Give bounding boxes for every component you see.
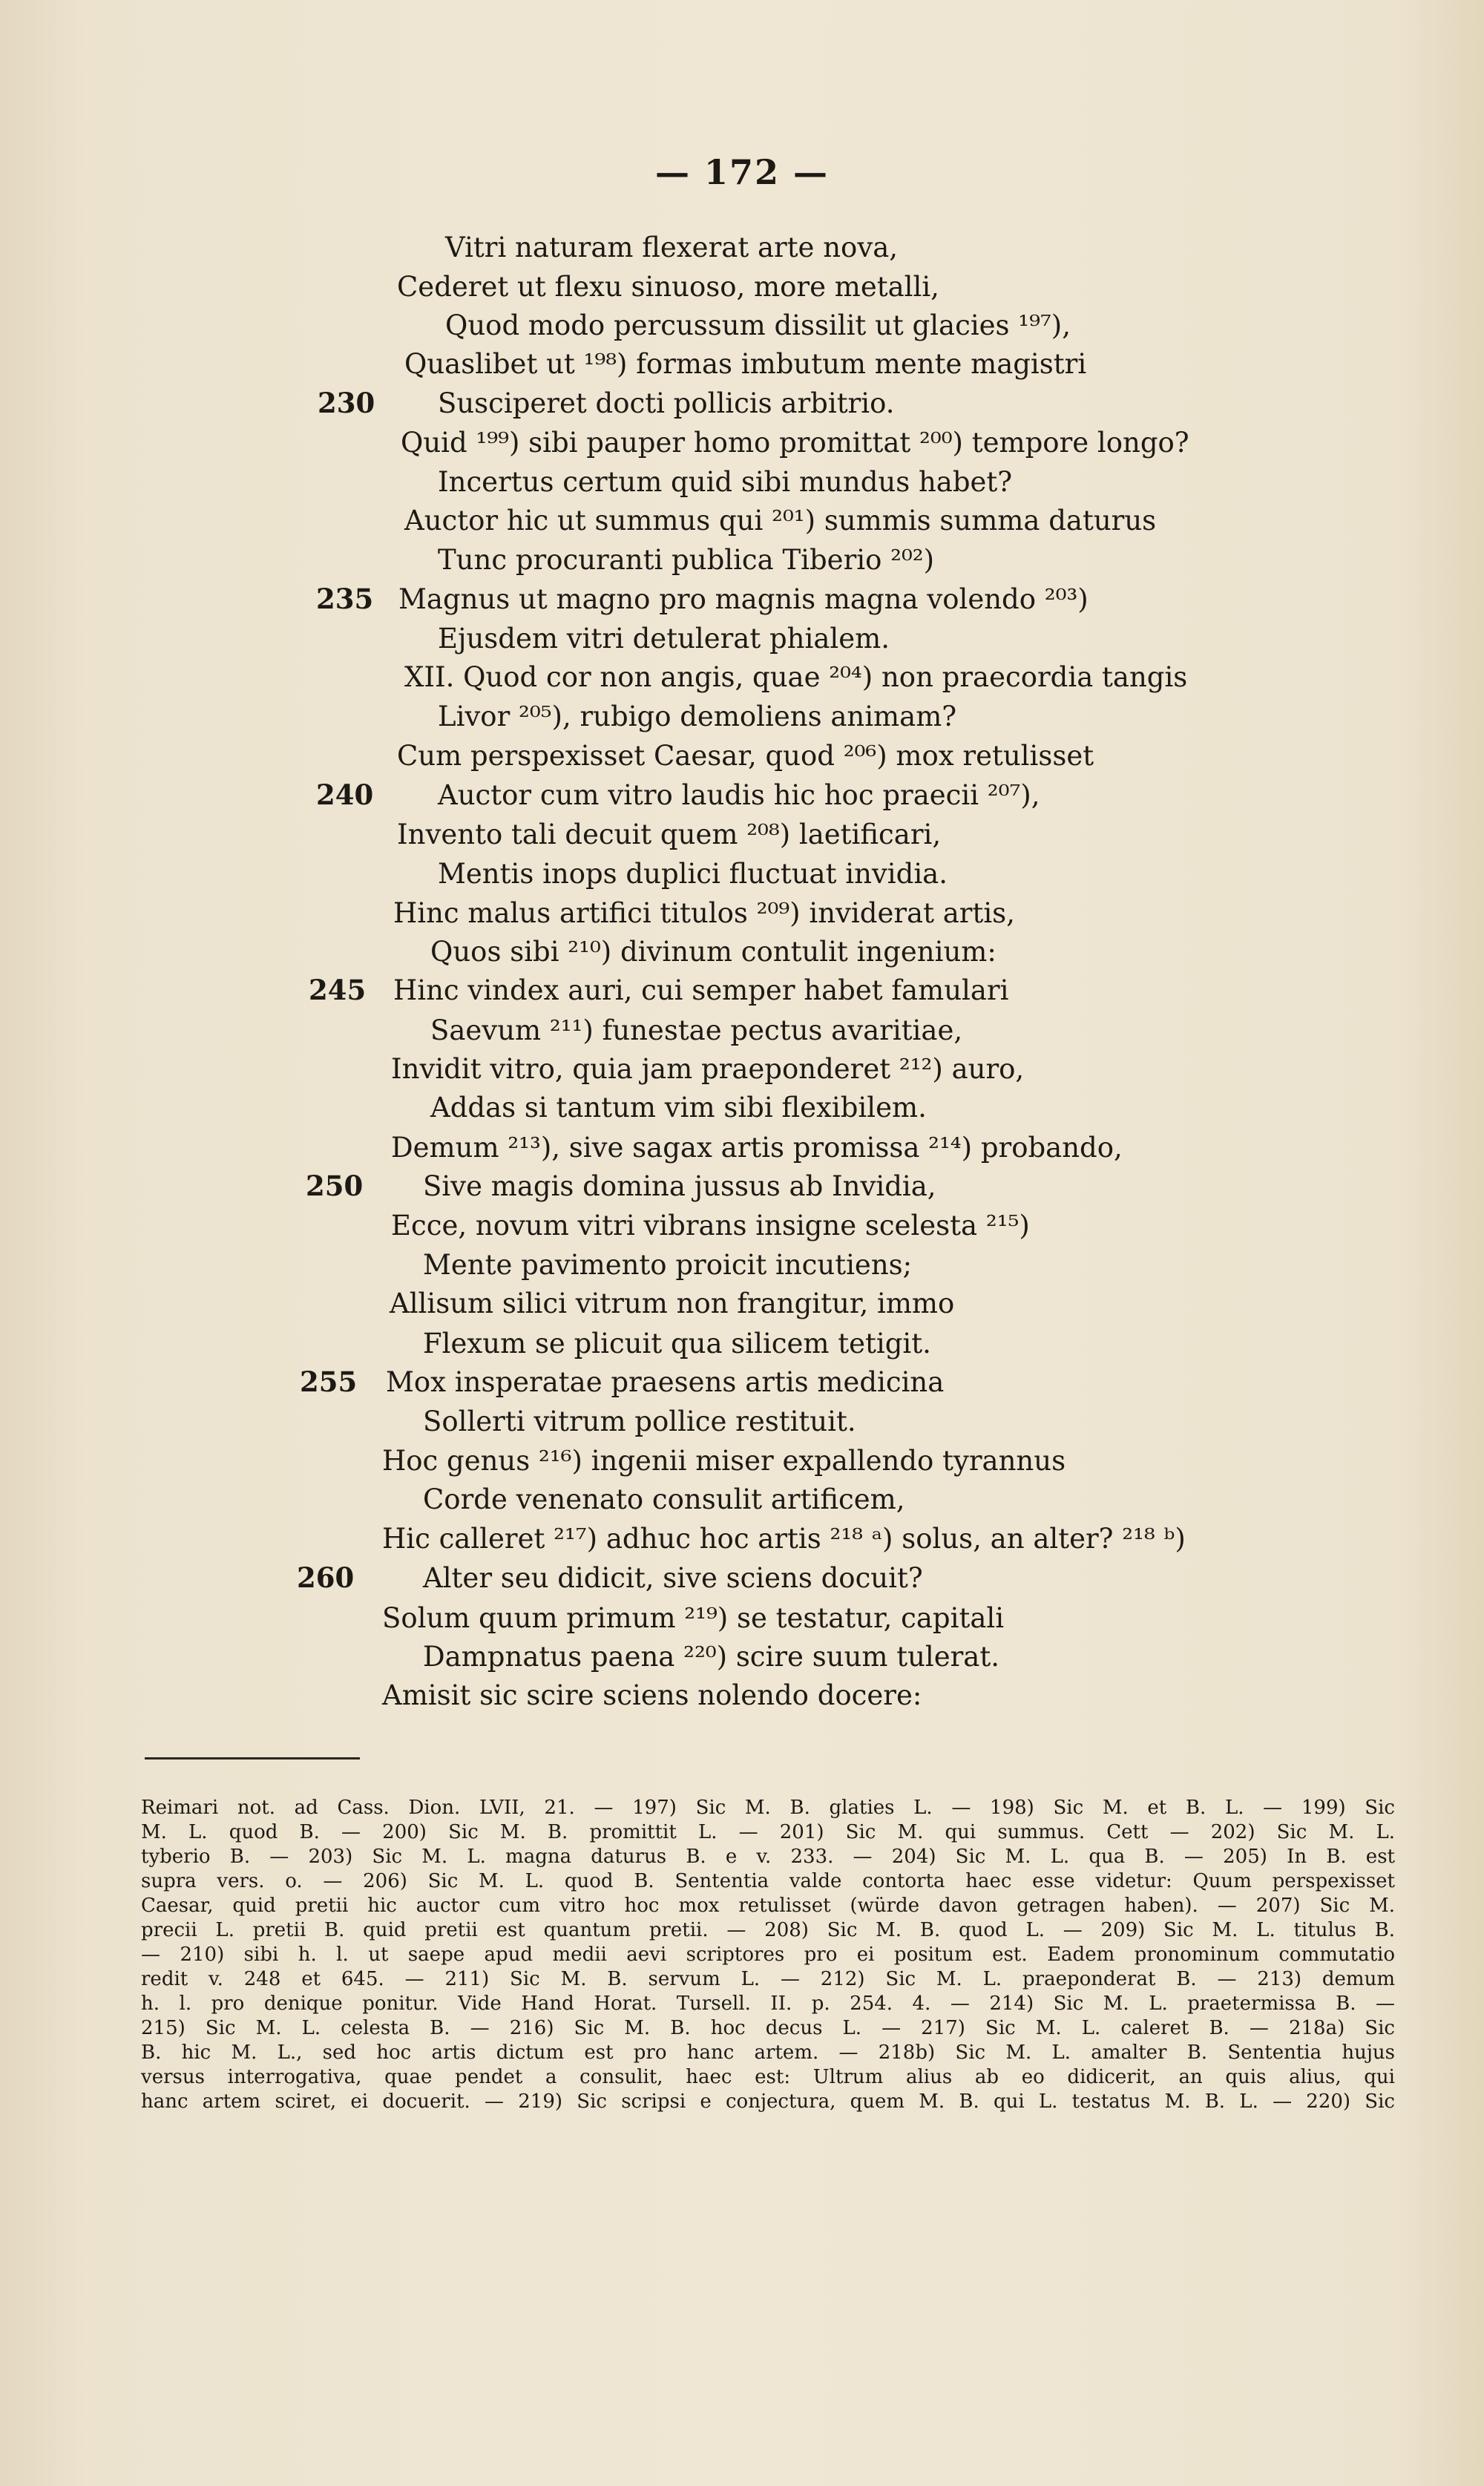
poem-line: Susciperet docti pollicis arbitrio. (438, 387, 895, 419)
poem-line: Sive magis domina jussus ab Invidia, (423, 1170, 936, 1202)
page-number: — 172 — (654, 152, 830, 192)
poem-line: Alter seu didicit, sive sciens docuit? (423, 1562, 923, 1594)
line-number: 250 (306, 1170, 364, 1202)
poem-line: Dampnatus paena ²²⁰) scire suum tulerat. (423, 1641, 999, 1673)
poem-line: Cederet ut flexu sinuoso, more metalli, (397, 271, 939, 303)
poem-line: Flexum se plicuit qua silicem tetigit. (423, 1328, 931, 1360)
footnote-line: M. L. quod B. — 200) Sic M. B. promittit L. — 201) Sic M. qui summus. Cett — 202) Sic M. L. (141, 1821, 1395, 1843)
poem-line: Allisum silici vitrum non frangitur, immo (390, 1288, 955, 1319)
poem-line: Vitri naturam flexerat arte nova, (445, 232, 899, 263)
poem-line: Ejusdem vitri detulerat phialem. (438, 623, 890, 655)
poem-line: Sollerti vitrum pollice restituit. (423, 1406, 856, 1437)
poem-line: Amisit sic scire sciens nolendo docere: (382, 1679, 922, 1711)
footnote-line: precii L. pretii B. quid pretii est quantum pretii. — 208) Sic M. B. quod L. — 209) Sic M. L. titulus B. (141, 1919, 1395, 1941)
poem-line: Tunc procuranti publica Tiberio ²⁰²) (438, 544, 935, 576)
footnote-line: redit v. 248 et 645. — 211) Sic M. B. servum L. — 212) Sic M. L. praeponderat B. — 213) demum (141, 1968, 1395, 1990)
line-number: 230 (318, 387, 375, 419)
poem-line: Incertus certum quid sibi mundus habet? (438, 466, 1013, 498)
poem-line: Hic calleret ²¹⁷) adhuc hoc artis ²¹⁸ ᵃ) solus, an alter? ²¹⁸ ᵇ) (382, 1523, 1186, 1555)
poem-line: Quod modo percussum dissilit ut glacies ¹⁹⁷), (445, 309, 1071, 341)
footnote-line: versus interrogativa, quae pendet a consulit, haec est: Ultrum alius ab eo didicerit, an quis alius, qui (141, 2066, 1395, 2088)
footnote-line: supra vers. o. — 206) Sic M. L. quod B. Sententia valde contorta haec esse videtur: Quum perspexisset (141, 1870, 1395, 1892)
poem-line: Corde venenato consulit artificem, (423, 1483, 905, 1515)
poem-line: Quid ¹⁹⁹) sibi pauper homo promittat ²⁰⁰) tempore longo? (401, 427, 1189, 459)
footnote-line: tyberio B. — 203) Sic M. L. magna daturus B. e v. 233. — 204) Sic M. L. qua B. — 205) In B. est (141, 1846, 1395, 1868)
footnote-line: h. l. pro denique ponitur. Vide Hand Horat. Tursell. II. p. 254. 4. — 214) Sic M. L. praetermissa B. — (141, 1993, 1395, 2015)
poem-line: Quaslibet ut ¹⁹⁸) formas imbutum mente magistri (404, 348, 1087, 380)
poem-line: Mox insperatae praesens artis medicina (386, 1366, 945, 1398)
poem-line: Livor ²⁰⁵), rubigo demoliens animam? (438, 701, 957, 732)
poem-line: Magnus ut magno pro magnis magna volendo ²⁰³) (398, 583, 1089, 615)
poem-line: Quos sibi ²¹⁰) divinum contulit ingenium: (430, 936, 997, 968)
poem-line: Saevum ²¹¹) funestae pectus avaritiae, (430, 1014, 963, 1046)
footnote-line: 215) Sic M. L. celesta B. — 216) Sic M. B. hoc decus L. — 217) Sic M. L. caleret B. — 218a) Sic (141, 2017, 1395, 2039)
poem-line: Demum ²¹³), sive sagax artis promissa ²¹⁴) probando, (391, 1132, 1123, 1164)
poem-line: Invento tali decuit quem ²⁰⁸) laetificari, (397, 819, 942, 850)
footnote-line: Caesar, quid pretii hic auctor cum vitro hoc mox retulisset (würde davon getragen haben). — 207) Sic M. (141, 1895, 1395, 1917)
poem-line: Hinc malus artifici titulos ²⁰⁹) inviderat artis, (393, 897, 1015, 929)
poem-line: Auctor hic ut summus qui ²⁰¹) summis summa daturus (404, 505, 1157, 537)
poem-line: Invidit vitro, quia jam praeponderet ²¹²) auro, (391, 1053, 1025, 1085)
poem-line: Ecce, novum vitri vibrans insigne scelesta ²¹⁵) (391, 1210, 1030, 1242)
poem-line: Hoc genus ²¹⁶) ingenii miser expallendo tyrannus (382, 1445, 1066, 1477)
line-number: 240 (316, 778, 374, 811)
footnotes (141, 1796, 1395, 2114)
poem-line: Solum quum primum ²¹⁹) se testatur, capitali (382, 1602, 1005, 1634)
poem-line: Cum perspexisset Caesar, quod ²⁰⁶) mox retulisset (397, 740, 1094, 772)
footnote-line: — 210) sibi h. l. ut saepe apud medii aevi scriptores pro ei positum est. Eadem pronominum commutatio (141, 1944, 1395, 1966)
footnote-line: Reimari not. ad Cass. Dion. LVII, 21. — 197) Sic M. B. glaties L. — 198) Sic M. et B. L. — 199) Sic (141, 1797, 1395, 1819)
line-number: 255 (300, 1365, 358, 1398)
line-number: 260 (297, 1561, 355, 1594)
footnote-line: B. hic M. L., sed hoc artis dictum est pro hanc artem. — 218b) Sic M. L. amalter B. Sententia hujus (141, 2041, 1395, 2064)
poem-line: Auctor cum vitro laudis hic hoc praecii ²⁰⁷), (438, 779, 1040, 811)
poem-line: XII. Quod cor non angis, quae ²⁰⁴) non praecordia tangis (404, 661, 1188, 693)
poem-line: Hinc vindex auri, cui semper habet famulari (393, 974, 1009, 1006)
footnote-line: hanc artem sciret, ei docuerit. — 219) Sic scripsi e conjectura, quem M. B. qui L. testatus M. B. L. — 220) Sic (141, 2090, 1395, 2113)
line-number: 245 (309, 974, 367, 1006)
poem-line: Addas si tantum vim sibi flexibilem. (430, 1092, 927, 1124)
footnote-rule (145, 1757, 360, 1759)
poem-line: Mente pavimento proicit incutiens; (423, 1249, 913, 1281)
poem-line: Mentis inops duplici fluctuat invidia. (438, 858, 948, 890)
line-number: 235 (316, 583, 374, 615)
